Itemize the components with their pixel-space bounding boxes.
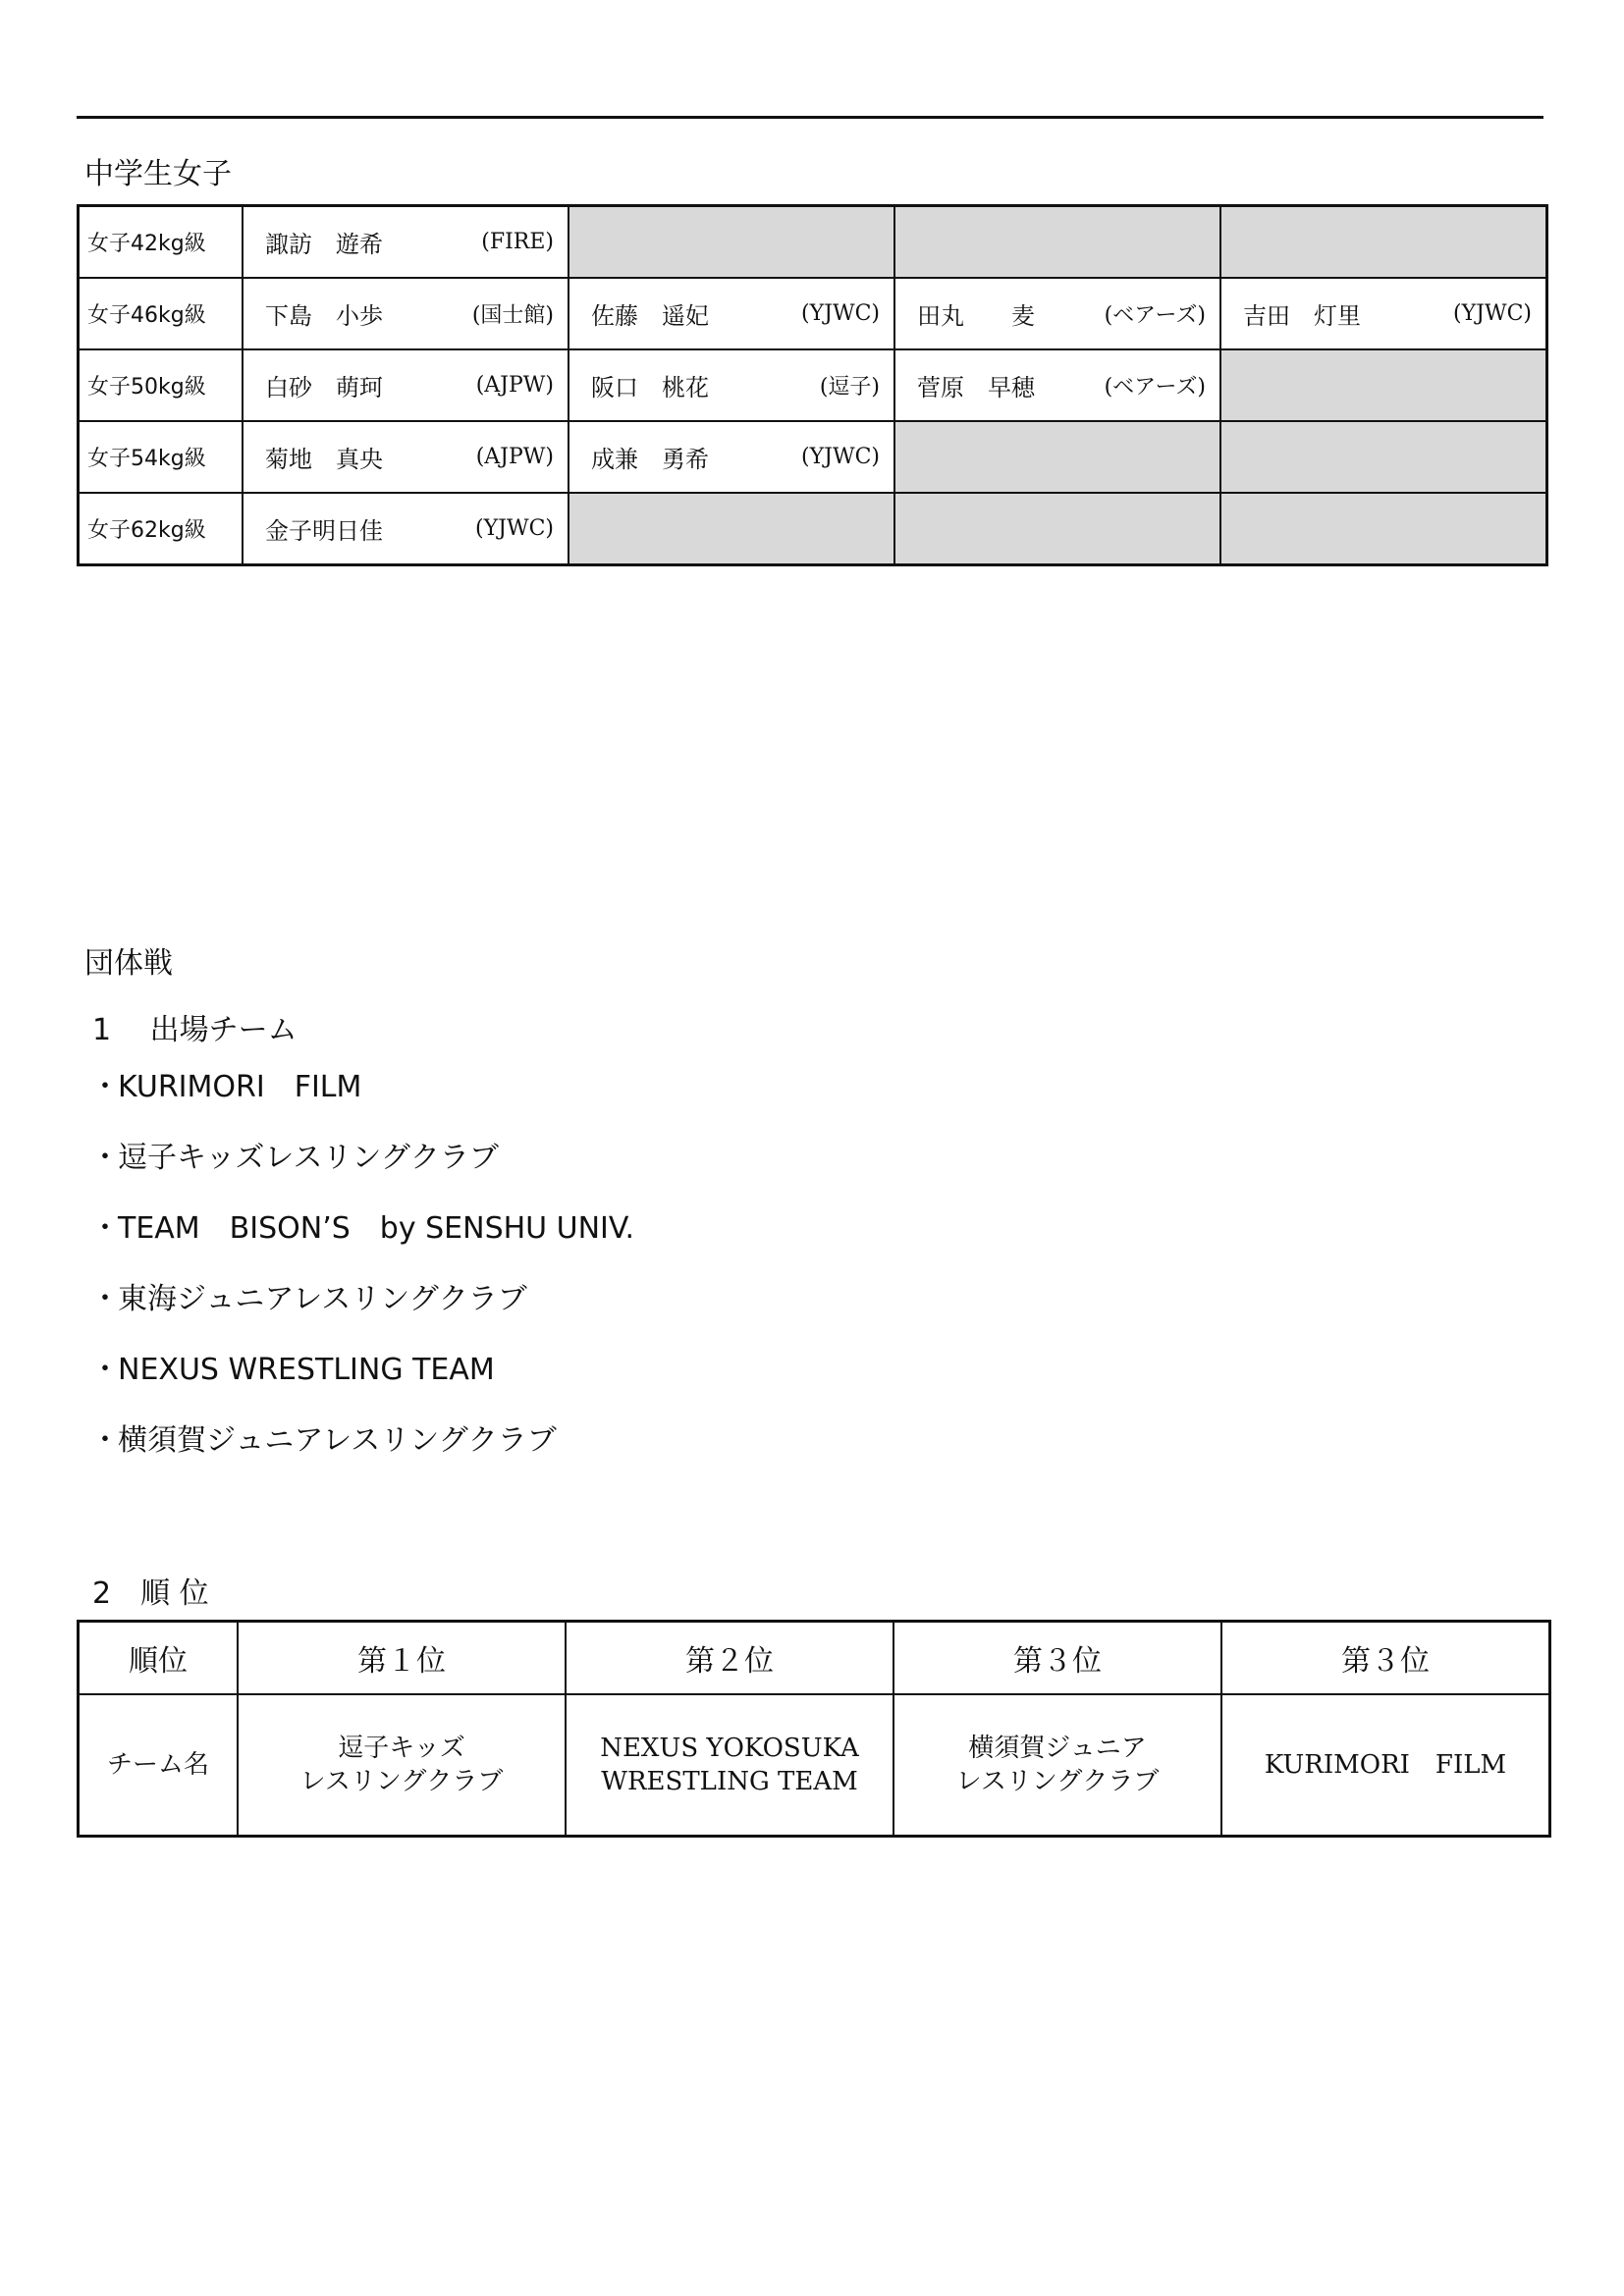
athlete-team: (ベアーズ) [1104, 375, 1206, 400]
section-title: 中学生女子 [84, 157, 232, 191]
weight-class-table [77, 204, 1548, 566]
entry-cell [894, 349, 1220, 421]
weight-class-label: 女子54kg級 [79, 421, 244, 493]
bullet: ・ [90, 1070, 120, 1104]
weight-class-label: 女子46kg級 [79, 278, 244, 349]
empty-cell [568, 206, 894, 279]
team-row-label: チーム名 [79, 1694, 239, 1837]
bullet: ・ [90, 1423, 120, 1458]
weight-class-row [79, 349, 1547, 421]
entry-cell [243, 493, 568, 565]
empty-cell [894, 493, 1220, 565]
empty-cell [1220, 421, 1547, 493]
athlete-team: (逗子) [819, 375, 880, 400]
team-list-item [90, 1280, 634, 1351]
empty-cell [1220, 349, 1547, 421]
team-name: TEAM BISON’S by SENSHU UNIV. [118, 1211, 635, 1246]
ranked-team-line: 逗子キッズ [338, 1734, 465, 1763]
team-list-item [90, 1139, 634, 1209]
athlete-team: (AJPW) [475, 445, 554, 469]
athlete-team: (YJWC) [801, 445, 880, 469]
athlete-name: 下島 小歩 [265, 302, 383, 330]
athlete-name: 白砂 萌珂 [265, 374, 383, 401]
team-list-item [90, 1068, 634, 1139]
team-list [90, 1068, 634, 1492]
bullet: ・ [90, 1211, 120, 1246]
weight-class-label: 女子42kg級 [79, 206, 244, 279]
ranked-team [1221, 1694, 1550, 1837]
entry-cell [1220, 278, 1547, 349]
team-event-title: 団体戦 [84, 946, 173, 981]
ranked-team-line: NEXUS YOKOSUKA [600, 1734, 859, 1763]
ranking-table [77, 1620, 1551, 1838]
athlete-team: (FIRE) [481, 230, 554, 254]
weight-class-row [79, 493, 1547, 565]
entry-cell [568, 421, 894, 493]
ranked-team-line: WRESTLING TEAM [601, 1767, 858, 1796]
athlete-name: 菊地 真央 [265, 446, 383, 473]
rank-row-label: 順位 [79, 1622, 239, 1695]
athlete-name: 成兼 勇希 [591, 446, 709, 473]
participants-heading: 1 出場チーム [92, 1013, 298, 1047]
ranking-heading: 2 順 位 [92, 1576, 209, 1611]
team-name: 横須賀ジュニアレスリングクラブ [118, 1423, 557, 1458]
rank-label: 第２位 [566, 1622, 893, 1695]
ranked-team-line: 横須賀ジュニア [968, 1734, 1147, 1763]
weight-class-label: 女子50kg級 [79, 349, 244, 421]
athlete-name: 諏訪 遊希 [265, 231, 383, 258]
ranked-team-line: レスリングクラブ [299, 1767, 504, 1796]
empty-cell [568, 493, 894, 565]
ranked-team [238, 1694, 566, 1837]
entry-cell [243, 278, 568, 349]
bullet: ・ [90, 1141, 120, 1175]
athlete-team: (国士館) [471, 303, 554, 328]
team-name: 東海ジュニアレスリングクラブ [118, 1282, 527, 1316]
rank-label: 第１位 [238, 1622, 566, 1695]
athlete-name: 田丸 麦 [917, 302, 1035, 330]
athlete-team: (AJPW) [475, 373, 554, 398]
entry-cell [568, 278, 894, 349]
team-list-item [90, 1209, 634, 1280]
athlete-team: (ベアーズ) [1104, 303, 1206, 328]
bullet: ・ [90, 1353, 120, 1387]
ranked-team [893, 1694, 1221, 1837]
bullet: ・ [90, 1282, 120, 1316]
team-name: KURIMORI FILM [118, 1070, 362, 1104]
athlete-team: (YJWC) [475, 516, 554, 541]
empty-cell [894, 421, 1220, 493]
team-list-item [90, 1421, 634, 1492]
athlete-name: 佐藤 遥妃 [591, 302, 709, 330]
weight-class-label: 女子62kg級 [79, 493, 244, 565]
athlete-name: 吉田 灯里 [1243, 302, 1361, 330]
empty-cell [1220, 206, 1547, 279]
team-name: NEXUS WRESTLING TEAM [118, 1353, 495, 1387]
entry-cell [894, 278, 1220, 349]
athlete-team: (YJWC) [1453, 301, 1532, 326]
ranked-team-line: KURIMORI FILM [1264, 1750, 1507, 1780]
athlete-name: 菅原 早穂 [917, 374, 1035, 401]
weight-class-row [79, 278, 1547, 349]
top-rule [77, 116, 1543, 119]
ranked-team-line: レスリングクラブ [955, 1767, 1160, 1796]
team-name: 逗子キッズレスリングクラブ [118, 1141, 499, 1175]
rank-label: 第３位 [1221, 1622, 1550, 1695]
entry-cell [243, 206, 568, 279]
weight-class-row [79, 421, 1547, 493]
athlete-name: 金子明日佳 [265, 517, 383, 545]
athlete-team: (YJWC) [801, 301, 880, 326]
team-list-item [90, 1351, 634, 1421]
athlete-name: 阪口 桃花 [591, 374, 709, 401]
entry-cell [243, 421, 568, 493]
entry-cell [568, 349, 894, 421]
entry-cell [243, 349, 568, 421]
ranked-team [566, 1694, 893, 1837]
empty-cell [1220, 493, 1547, 565]
empty-cell [894, 206, 1220, 279]
weight-class-row [79, 206, 1547, 279]
rank-label: 第３位 [893, 1622, 1221, 1695]
